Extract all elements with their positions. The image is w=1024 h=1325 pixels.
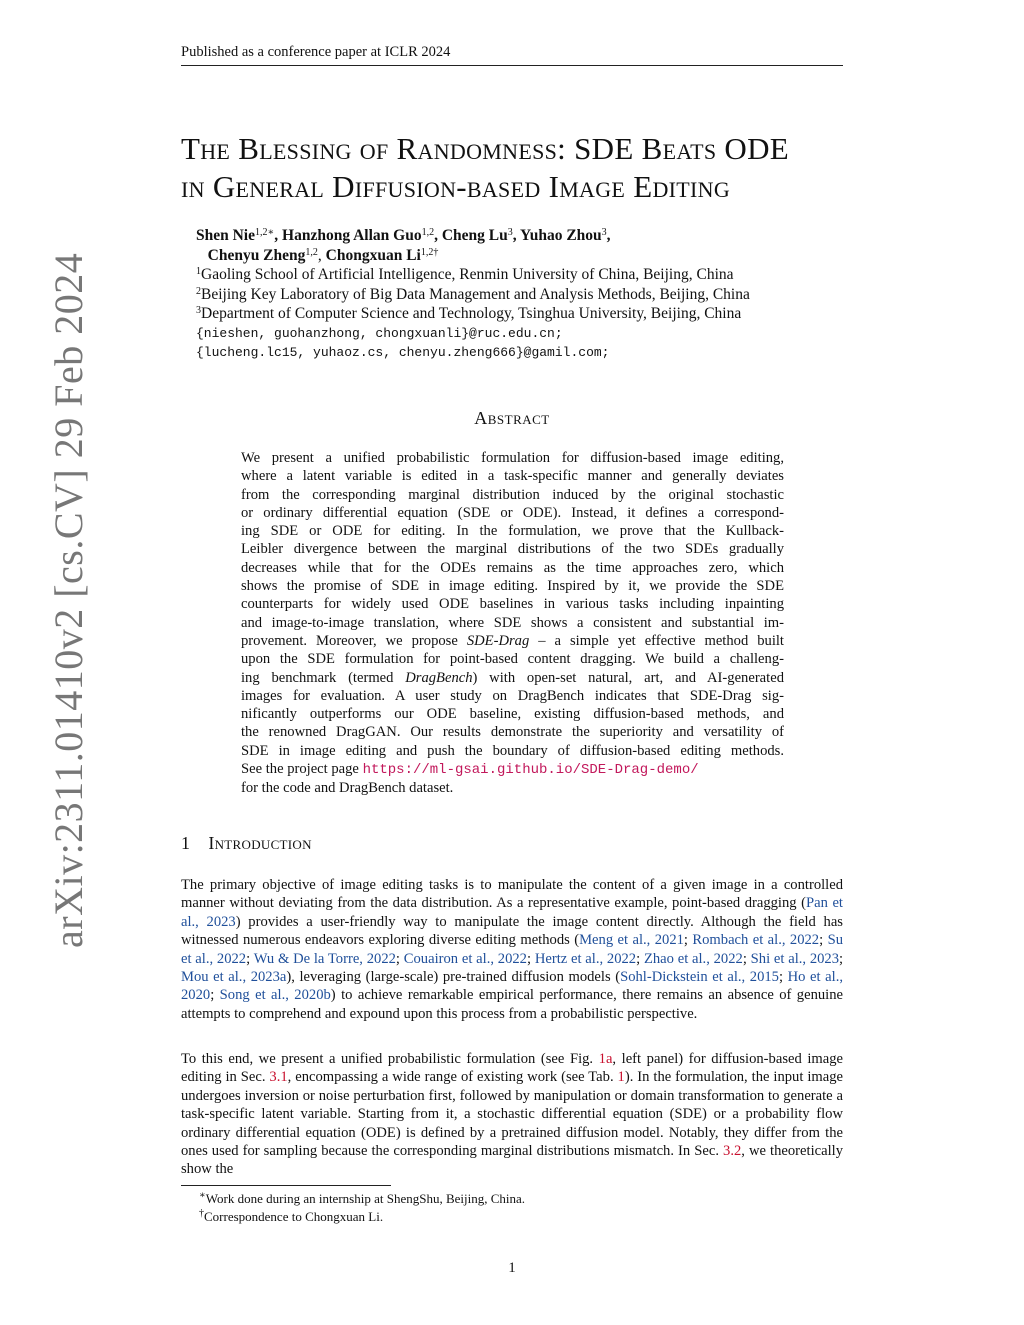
author-affil-mark: 1,2 — [421, 227, 435, 238]
abstract-line: upon the SDE formulation for point-based content dragging. We build a challeng- — [241, 651, 784, 668]
affiliation-mark: 1 — [196, 266, 201, 277]
abstract-line — [241, 760, 784, 779]
author-name: Hanzhong Allan Guo — [282, 227, 422, 244]
paper-title — [181, 130, 851, 206]
citation-link[interactable]: Mou et al., 2023a — [181, 969, 287, 986]
footnote-rule — [181, 1185, 391, 1186]
text-run: The primary objective of image editing tasks is to manipulate the content of a given image in a controlled manner without deviating from the data distribution. As a representative example, point-based dragging ( — [181, 877, 843, 912]
citation-link[interactable]: Hertz et al., 2022 — [534, 950, 637, 967]
text-run: ) provides a user-friendly way to manipulate the image content directly. Although the field has witnessed numerous endeavors exploring diverse editing methods ( — [181, 913, 843, 949]
text-run: ing benchmark (termed — [241, 669, 406, 686]
project-page-link[interactable]: https://ml-gsai.github.io/SDE-Drag-demo/ — [362, 762, 699, 779]
intro-paragraph-2 — [181, 1050, 843, 1179]
abstract-line: and image-to-image translation, where SDE shows a consistent and substantial im- — [241, 614, 784, 631]
table-ref-link[interactable]: 1 — [617, 1069, 625, 1086]
abstract-line: decreases while that for the ODEs remains as the time approaches zero, which — [241, 559, 784, 576]
affiliation-text: Department of Computer Science and Technology, Tsinghua University, Beijing, China — [201, 305, 742, 322]
email-line: {lucheng.lc15, yuhaoz.cs, chenyu.zheng666}@gamil.com; — [196, 345, 610, 360]
footnotes — [199, 1190, 525, 1226]
text-run: , left panel) for diffusion-based image editing in Sec. — [181, 1051, 843, 1086]
abstract-line: for the code and DragBench dataset. — [241, 780, 454, 797]
author-line-2: Chenyu Zheng$^{1,2}$, Chongxuan $Li^{1,2\dagger}$ — [207, 246, 439, 264]
citation-link[interactable]: Su et al., 2022 — [181, 932, 843, 967]
affiliation-mark: 3 — [196, 305, 201, 316]
affiliation — [196, 304, 750, 324]
title-line-2: in General Diffusion-based Image Editing — [181, 169, 731, 204]
abstract-line: where a latent variable is edited in a task-specific manner and generally deviates — [241, 468, 784, 485]
author-affil-mark: 1,2† — [420, 246, 439, 258]
section-ref-link[interactable]: 3.2 — [723, 1143, 742, 1160]
citation-link[interactable]: Pan et al., 2023 — [181, 895, 843, 930]
abstract-line: the renowned DragGAN. Our results demonstrate the superiority and versatility of — [241, 724, 784, 741]
benchmark-name: DragBench — [405, 669, 473, 686]
abstract-line — [241, 632, 784, 650]
author-name: Shen Nie — [196, 227, 255, 244]
citation-link[interactable]: Couairon et al., 2022 — [403, 950, 527, 967]
citation-link[interactable]: Ho et al., 2020 — [181, 969, 843, 1004]
text-run: ) with open-set natural, art, and AI-generated — [472, 669, 784, 686]
intro-paragraph-1: The primary objective of image editing tasks is to manipulate the content of a given image in a controlled manner without deviating from the data distribution. As a representative example, point-based dragging (Pan et al., 2023) provides a user-friendly way to manipulate the image content directly. Although the field has witnessed numerous endeavors exploring diverse editing methods (Meng et al., 2021; Rombach et al., 2022; Su et al., 2022; Wu & De la Torre, 2022; Couairon et al., 2022; Hertz et al., 2022; Zhao et al., 2022; Shi et al., 2023; Mou et al., 2023a), leveraging (large-scale) pre-trained diffusion models (Sohl-Dickstein et al., 2015; Ho et al., 2020; Song et al., 2020b) to achieve remarkable empirical performance, there remains an absence of genuine attempts to comprehend and expound upon this process from a probabilistic perspective. — [181, 877, 844, 1022]
text-run: , encompassing a wide range of existing work (see Tab. — [287, 1069, 618, 1086]
abstract-line: We present a unified probabilistic formulation for diffusion-based image editing, — [241, 450, 784, 466]
author-affil-mark: 1,2∗ — [255, 227, 275, 238]
citation-link[interactable]: Shi et al., 2023 — [750, 950, 840, 967]
text-run: ). In the formulation, the input image undergoes inversion or noise perturbation first, followed by manipulation or domain transformation to generate a task-specific latent variable. Starting from it, a stochastic differential equation (SDE) or a probability flow ordinary differential equation (ODE) is defined by a pretrained diffusion model. Notably, they differ from the ones used for sampling because the corresponding marginal distributions mismatch. In Sec. — [181, 1069, 843, 1160]
citation-link[interactable]: Rombach et al., 2022 — [692, 932, 820, 949]
abstract-line: shows the promise of SDE in image editing. Inspired by it, we provide the SDE — [241, 578, 784, 595]
citation-link[interactable]: Meng et al., 2021 — [579, 932, 684, 949]
author-affil-mark: 3 — [507, 227, 513, 238]
title-line-1: The Blessing of Randomness: SDE Beats ODE — [181, 131, 790, 166]
section-number: 1 — [181, 833, 191, 853]
abstract-line: SDE in image editing and push the boundary of diffusion-based editing methods. — [241, 742, 784, 759]
citation-link[interactable]: Wu & De la Torre, 2022 — [253, 950, 396, 967]
figure-ref-link[interactable]: 1a — [598, 1051, 613, 1067]
footnote-mark: † — [199, 1208, 204, 1219]
author-affil-mark: 1,2 — [305, 246, 318, 258]
citation-link[interactable]: Zhao et al., 2022 — [643, 950, 743, 967]
section-title: Introduction — [208, 833, 312, 853]
section-heading-introduction — [181, 833, 312, 854]
abstract-line: or ordinary differential equation (SDE or ODE). Instead, it defines a correspond- — [241, 504, 784, 521]
abstract-line: ing SDE or ODE for editing. In the formulation, we prove that the Kullback- — [241, 523, 784, 540]
affiliation — [196, 265, 750, 285]
method-name: SDE-Drag — [466, 632, 530, 649]
page-number: 1 — [508, 1260, 516, 1276]
author-name: Yuhao Zhou — [519, 227, 602, 244]
author-line-1: Shen Nie$^{1,2∗}$, Hanzhong Allan Guo$^{1,2}$, Cheng Lu$^3$, Yuhao Zhou$^3$, — [196, 227, 611, 244]
affiliation-text: Beijing Key Laboratory of Big Data Management and Analysis Methods, Beijing, China — [201, 285, 750, 303]
footnote-mark: ∗ — [199, 1190, 206, 1201]
affiliation — [196, 285, 750, 305]
abstract-line: images for evaluation. A user study on DragBench indicates that SDE-Drag sig- — [241, 687, 784, 704]
text-run: ), leveraging (large-scale) pre-trained diffusion models ( — [286, 969, 621, 986]
footnote — [199, 1208, 525, 1226]
abstract-line — [241, 669, 784, 687]
footnote-text: Work done during an internship at ShengShu, Beijing, China. — [205, 1191, 526, 1206]
section-ref-link[interactable]: 3.1 — [269, 1069, 288, 1086]
author-affil-mark: 3 — [601, 227, 607, 238]
citation-link[interactable]: Sohl-Dickstein et al., 2015 — [620, 969, 779, 986]
author-name: Cheng Lu — [441, 227, 508, 244]
abstract-line: nificantly outperforms our ODE baseline, existing diffusion-based methods, and — [241, 706, 784, 723]
text-run: To this end, we present a unified probabilistic formulation (see Fig. — [181, 1051, 599, 1067]
author-name: Chongxuan Li — [325, 246, 421, 264]
email-line: {nieshen, guohanzhong, chongxuanli}@ruc.edu.cn; — [196, 325, 563, 341]
text-run: See the project page — [241, 761, 363, 778]
abstract-line: from the corresponding marginal distribution induced by the original stochastic — [241, 486, 784, 503]
text-run: ) to achieve remarkable empirical performance, there remains an absence of genuine attempts to comprehend and expound upon this process from a probabilistic perspective. — [181, 987, 843, 1022]
abstract-line: Leibler divergence between the marginal distributions of the two SDEs gradually — [241, 541, 784, 558]
header-rule — [181, 65, 843, 66]
text-run: , we theoretically show the — [181, 1143, 843, 1178]
abstract-line: counterparts for widely used ODE baselines in various tasks including inpainting — [241, 596, 784, 613]
text-run: – a simple yet effective method built — [529, 632, 784, 649]
citation-link[interactable]: Song et al., 2020b — [219, 987, 331, 1004]
footnote — [199, 1190, 525, 1208]
running-header: Published as a conference paper at ICLR 2024 — [181, 44, 451, 60]
author-name: Chenyu Zheng — [207, 246, 306, 264]
affiliation-text: Gaoling School of Artificial Intelligence, Renmin University of China, Beijing, China — [201, 266, 734, 283]
text-run: provement. Moreover, we propose — [241, 632, 467, 649]
abstract-heading: Abstract — [474, 408, 550, 428]
affiliation-mark: 2 — [196, 285, 201, 297]
abstract-body — [241, 449, 784, 798]
author-block — [196, 226, 750, 363]
arxiv-identifier: arXiv:2311.01410v2 [cs.CV] 29 Feb 2024 — [46, 252, 91, 948]
footnote-text: Correspondence to Chongxuan Li. — [204, 1209, 384, 1224]
